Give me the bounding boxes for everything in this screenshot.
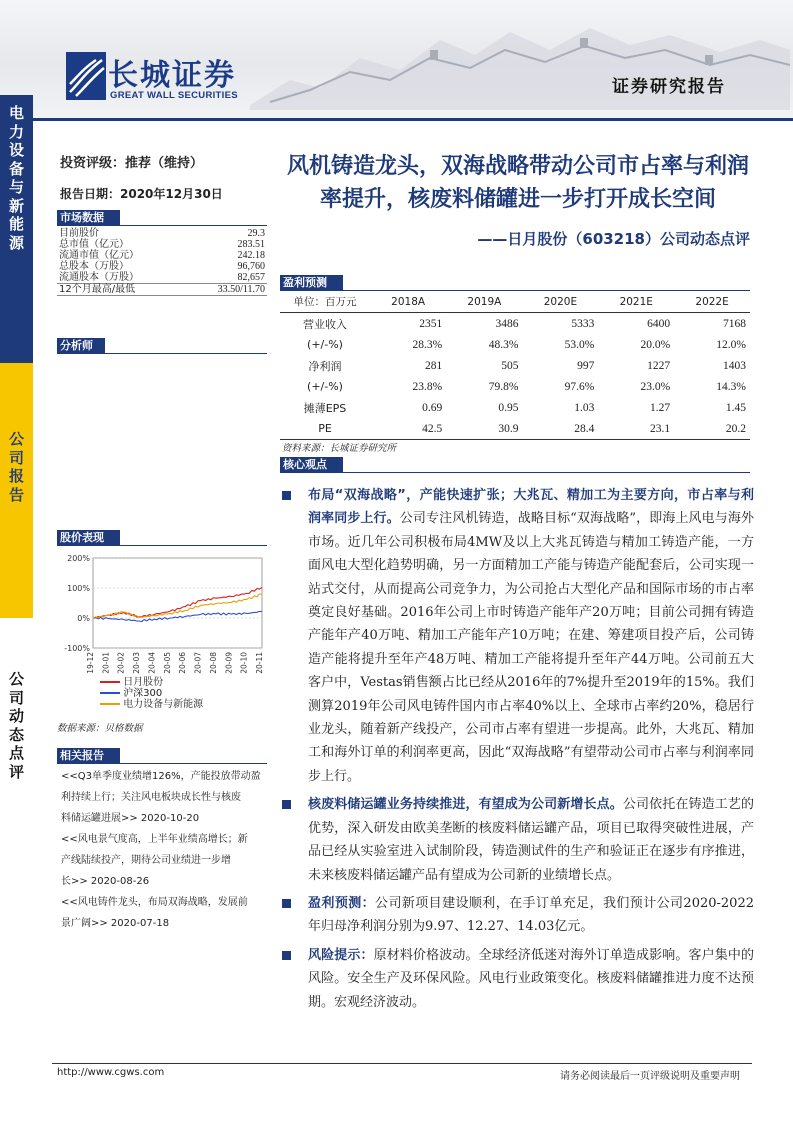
forecast-cell: 79.8% xyxy=(488,380,519,393)
market-data-label: 目前股价 xyxy=(59,228,99,239)
section-rule xyxy=(57,225,267,226)
forecast-cell: 5333 xyxy=(571,317,595,330)
forecast-header-cell: 2018A xyxy=(370,291,446,313)
plot-frame xyxy=(93,558,262,648)
forecast-row xyxy=(280,418,750,440)
sidebar-char: 公 xyxy=(8,430,24,448)
forecast-header-cell: 2022E xyxy=(674,291,750,313)
forecast-cell: 1227 xyxy=(647,359,671,372)
related-report-line: <<风电景气度高，上半年业绩高增长；新 xyxy=(61,834,248,845)
sidebar-char: 备 xyxy=(8,159,24,178)
market-data-row xyxy=(57,228,267,239)
core-views-section xyxy=(280,457,750,473)
legend-label: 沪深300 xyxy=(123,688,163,699)
core-view-headline: 布局“双海战略”，产能快速扩张；大兆瓦、精加工为主要方向，市占率与利润率同步上行。 xyxy=(308,488,754,527)
forecast-row xyxy=(280,355,750,376)
sidebar-category-label xyxy=(0,430,33,504)
forecast-row-label: (+/-%) xyxy=(307,380,343,393)
sidebar-char: 电 xyxy=(8,104,24,122)
core-view-item xyxy=(280,484,754,788)
market-data-table xyxy=(57,228,267,296)
chart-legend xyxy=(100,677,260,710)
market-data-value: 283.51 xyxy=(237,239,265,250)
forecast-row xyxy=(280,397,750,418)
related-report-line: <<风电铸件龙头，布局双海战略，发展前 xyxy=(61,897,248,908)
report-date: 报告日期：2020年12月30日 xyxy=(60,187,223,201)
forecast-header-cell: 2019A xyxy=(446,291,522,313)
y-tick-label: 0% xyxy=(77,614,90,623)
forecast-row xyxy=(280,313,750,335)
section-rule xyxy=(280,472,750,473)
sidebar-char: 源 xyxy=(8,233,24,252)
x-tick-label: 20-08 xyxy=(208,652,218,674)
legend-item-stock xyxy=(100,677,260,688)
footer-divider xyxy=(52,1063,752,1064)
market-data-row xyxy=(57,272,267,284)
sidebar-subcategory-label xyxy=(0,670,33,781)
forecast-cell: 97.6% xyxy=(564,380,595,393)
forecast-cell: 0.95 xyxy=(498,401,519,414)
x-tick-label: 20-09 xyxy=(224,652,234,674)
market-data-value: 29.3 xyxy=(247,228,265,239)
y-tick-label: -100% xyxy=(64,644,90,653)
sidebar-industry-label xyxy=(0,104,33,252)
sidebar-char: 力 xyxy=(8,122,24,141)
related-report-line: 利持续上行；关注风电板块成长性与核废 xyxy=(61,792,241,803)
bullet-icon xyxy=(282,491,291,500)
related-report-line: <<Q3单季度业绩增126%，产能投放带动盈 xyxy=(61,771,261,782)
forecast-cell: 23.8% xyxy=(412,380,443,393)
market-data-value: 242.18 xyxy=(237,250,265,261)
forecast-cell: 1.03 xyxy=(574,401,595,414)
forecast-cell: 48.3% xyxy=(488,338,519,351)
forecast-header-cell: 2020E xyxy=(523,291,599,313)
related-reports-list xyxy=(57,766,267,934)
related-report-line: 产线陆续投产，期待公司业绩进一步增 xyxy=(61,855,231,866)
core-view-body: 原材料价格波动。全球经济低迷对海外订单造成影响。客户集中的风险。安全生产及环保风险。风电行业政策变化。核废料储罐推进力度不达预期。宏观经济波动。 xyxy=(308,947,754,1010)
legend-swatch xyxy=(100,703,120,705)
x-tick-label: 20-05 xyxy=(162,652,172,674)
forecast-cell: 14.3% xyxy=(716,380,746,393)
sidebar-char: 告 xyxy=(8,485,24,504)
sidebar-char: 与 xyxy=(8,178,24,196)
report-type: 证券研究报告 xyxy=(612,77,726,97)
x-tick-label: 20-01 xyxy=(101,652,111,674)
report-subtitle: ——日月股份（603218）公司动态点评 xyxy=(477,230,750,248)
core-view-headline: 核废料储运罐业务持续推进，有望成为公司新增长点。 xyxy=(308,797,623,813)
x-tick-label: 20-02 xyxy=(116,652,126,674)
forecast-cell: 7168 xyxy=(723,317,746,330)
forecast-row-label: 净利润 xyxy=(308,359,342,373)
market-data-value: 33.50/11.70 xyxy=(187,284,267,296)
core-view-text xyxy=(308,892,754,939)
market-data-title: 市场数据 xyxy=(57,210,120,225)
sidebar-char: 设 xyxy=(8,141,24,159)
legend-item-sector xyxy=(100,699,260,710)
market-data-row xyxy=(57,261,267,272)
forecast-cell: 28.3% xyxy=(412,338,443,351)
forecast-cell: 23.0% xyxy=(640,380,671,393)
sidebar-char: 能 xyxy=(8,215,24,233)
related-reports-section xyxy=(57,748,267,934)
core-views-title: 核心观点 xyxy=(280,457,343,472)
sidebar-char: 公 xyxy=(8,670,24,688)
forecast-cell: 0.69 xyxy=(422,401,443,414)
x-tick-label: 20-03 xyxy=(132,652,142,674)
forecast-section xyxy=(280,275,750,440)
forecast-cell: 30.9 xyxy=(446,418,522,440)
bullet-icon xyxy=(282,800,291,809)
forecast-row xyxy=(280,334,750,355)
stock-performance-chart xyxy=(57,552,267,687)
header-divider xyxy=(0,118,793,121)
core-view-text xyxy=(308,484,754,788)
forecast-cell: 1.27 xyxy=(650,401,671,414)
core-views-list xyxy=(280,484,754,1019)
section-rule xyxy=(57,545,267,546)
core-view-item xyxy=(280,944,754,1014)
performance-section xyxy=(57,530,267,546)
forecast-cell: 42.5 xyxy=(370,418,446,440)
forecast-cell: 12.0% xyxy=(716,338,746,351)
legend-label: 日月股份 xyxy=(123,677,164,688)
x-tick-label: 20-10 xyxy=(239,652,249,674)
core-view-text xyxy=(308,793,754,887)
related-reports-title: 相关报告 xyxy=(57,748,120,763)
great-wall-logo-icon xyxy=(66,52,106,100)
forecast-row xyxy=(280,376,750,397)
forecast-cell: 281 xyxy=(425,359,443,372)
logo-text: 长城证券 xyxy=(108,58,236,93)
core-view-body: 公司新项目建设顺利，在手订单充足，我们预计公司2020-2022年归母净利润分别为9.97、12.27、14.03亿元。 xyxy=(308,895,754,935)
section-rule xyxy=(57,353,267,354)
forecast-cell: 53.0% xyxy=(564,338,595,351)
market-data-label: 12个月最高/最低 xyxy=(57,284,187,296)
section-rule xyxy=(57,763,267,764)
sidebar-char: 报 xyxy=(8,467,24,485)
forecast-title: 盈利预测 xyxy=(280,275,343,290)
core-view-body: 公司专注风机铸造，战略目标“双海战略”，即海上风电与海外市场。近几年公司积极布局4MW及以上大兆瓦铸造与精加工铸造产能，一方面风电大型化趋势明确，另一方面精加工产能与铸造产能配套后，公司实现一站式交付，从而提高公司竞争力，为公司抢占大型化产品和国际市场的市占率奠定良好基础。2016年公司上市时铸造产能年产20万吨；目前公司拥有铸造产能年产40万吨、精加工产能年产10万吨；在建、筹建项目投产后，公司铸造产能将提升至年产48万吨、精加工产能将提升至年产44万吨。公司前五大客户中，Vestas销售额占比已经从2016年的7%提升至2019年的15%。我们测算2019年公司风电铸件国内市占率40%以上、全球市占率约20%，稳居行业龙头，随着新产线投产，公司市占率有望进一步提高。此外，大兆瓦、精加工和海外订单的利润率更高，因此“双海战略”有望带动公司市占率与利润率同步上行。 xyxy=(308,511,754,784)
forecast-cell: 997 xyxy=(577,359,595,372)
market-data-row xyxy=(57,239,267,250)
sidebar-char: 司 xyxy=(8,448,24,467)
forecast-row-label: (+/-%) xyxy=(307,338,343,351)
forecast-header-cell: 2021E xyxy=(598,291,674,313)
sidebar-char: 点 xyxy=(8,744,24,762)
x-tick-label: 20-06 xyxy=(178,652,188,674)
legend-swatch xyxy=(100,692,120,694)
market-data-label: 流通市值（亿元） xyxy=(59,250,139,261)
analyst-title: 分析师 xyxy=(57,338,105,353)
sidebar-char: 态 xyxy=(8,725,24,744)
forecast-table xyxy=(280,291,750,440)
forecast-cell: 20.0% xyxy=(640,338,671,351)
analyst-section xyxy=(57,338,267,354)
forecast-row-label: PE xyxy=(280,418,370,440)
forecast-row-label: 摊薄EPS xyxy=(303,401,347,415)
core-view-item xyxy=(280,892,754,939)
legend-label: 电力设备与新能源 xyxy=(123,699,204,710)
footer-disclaimer: 请务必阅读最后一页评级说明及重要声明 xyxy=(560,1071,740,1082)
core-view-headline: 盈利预测： xyxy=(308,895,376,911)
sidebar-char: 评 xyxy=(8,762,24,781)
forecast-cell: 1403 xyxy=(723,359,746,372)
forecast-cell: 6400 xyxy=(647,317,671,330)
forecast-cell: 23.1 xyxy=(598,418,674,440)
logo-subtext: GREAT WALL SECURITIES xyxy=(110,90,238,101)
sidebar-char: 动 xyxy=(8,707,24,725)
related-report-line: 景广阔>> 2020-07-18 xyxy=(61,918,170,929)
sidebar-char: 司 xyxy=(8,688,24,707)
investment-rating: 投资评级：推荐（维持） xyxy=(60,156,204,171)
market-data-section xyxy=(57,210,267,296)
bullet-icon xyxy=(282,951,291,960)
forecast-cell: 28.4 xyxy=(523,418,599,440)
y-tick-label: 100% xyxy=(67,584,90,593)
x-tick-label: 20-07 xyxy=(193,652,203,674)
market-data-value: 96,760 xyxy=(237,261,265,272)
chart-source: 数据来源：贝格数据 xyxy=(57,723,143,734)
market-data-row xyxy=(57,284,267,296)
forecast-cell: 3486 xyxy=(495,317,519,330)
forecast-cell: 20.2 xyxy=(674,418,750,440)
core-view-body: 公司依托在铸造工艺的优势，深入研发由欧美垄断的核废料储运罐产品，项目已取得突破性进展，产品已经从实验室进入试制阶段，铸造测试件的生产和验证正在逐步有序推进，未来核废料储运罐产品有望成为公司新的业绩增长点。 xyxy=(308,797,754,883)
market-data-label: 总股本（万股） xyxy=(59,261,129,272)
core-view-text xyxy=(308,944,754,1014)
forecast-cell: 1.45 xyxy=(725,401,746,414)
x-tick-label: 20-11 xyxy=(255,652,264,674)
market-data-label: 总市值（亿元） xyxy=(59,239,129,250)
core-view-item xyxy=(280,793,754,887)
forecast-source: 资料来源：长城证券研究所 xyxy=(282,443,397,454)
forecast-cell: 2351 xyxy=(419,317,443,330)
legend-swatch xyxy=(100,681,120,683)
legend-item-hs300 xyxy=(100,688,260,699)
performance-title: 股价表现 xyxy=(57,530,120,545)
related-report-line: 长>> 2020-08-26 xyxy=(61,876,150,887)
core-view-headline: 风险提示： xyxy=(308,947,374,963)
x-tick-label: 19-12 xyxy=(86,652,95,674)
market-data-value: 82,657 xyxy=(237,272,265,283)
forecast-row-label: 营业收入 xyxy=(303,317,347,331)
footer-url[interactable]: http://www.cgws.com xyxy=(57,1067,165,1078)
forecast-cell: 505 xyxy=(501,359,519,372)
y-tick-label: 200% xyxy=(67,554,90,563)
x-tick-label: 20-04 xyxy=(147,652,157,674)
report-title: 风机铸造龙头，双海战略带动公司市占率与利润率提升，核废料储罐进一步打开成长空间 xyxy=(286,154,749,212)
related-report-line: 料储运罐进展>> 2020-10-20 xyxy=(61,813,200,824)
sidebar-char: 新 xyxy=(8,196,24,215)
bullet-icon xyxy=(282,899,291,908)
market-data-row xyxy=(57,250,267,261)
market-data-label: 流通股本（万股） xyxy=(59,272,139,283)
forecast-header-cell: 单位：百万元 xyxy=(280,291,370,313)
